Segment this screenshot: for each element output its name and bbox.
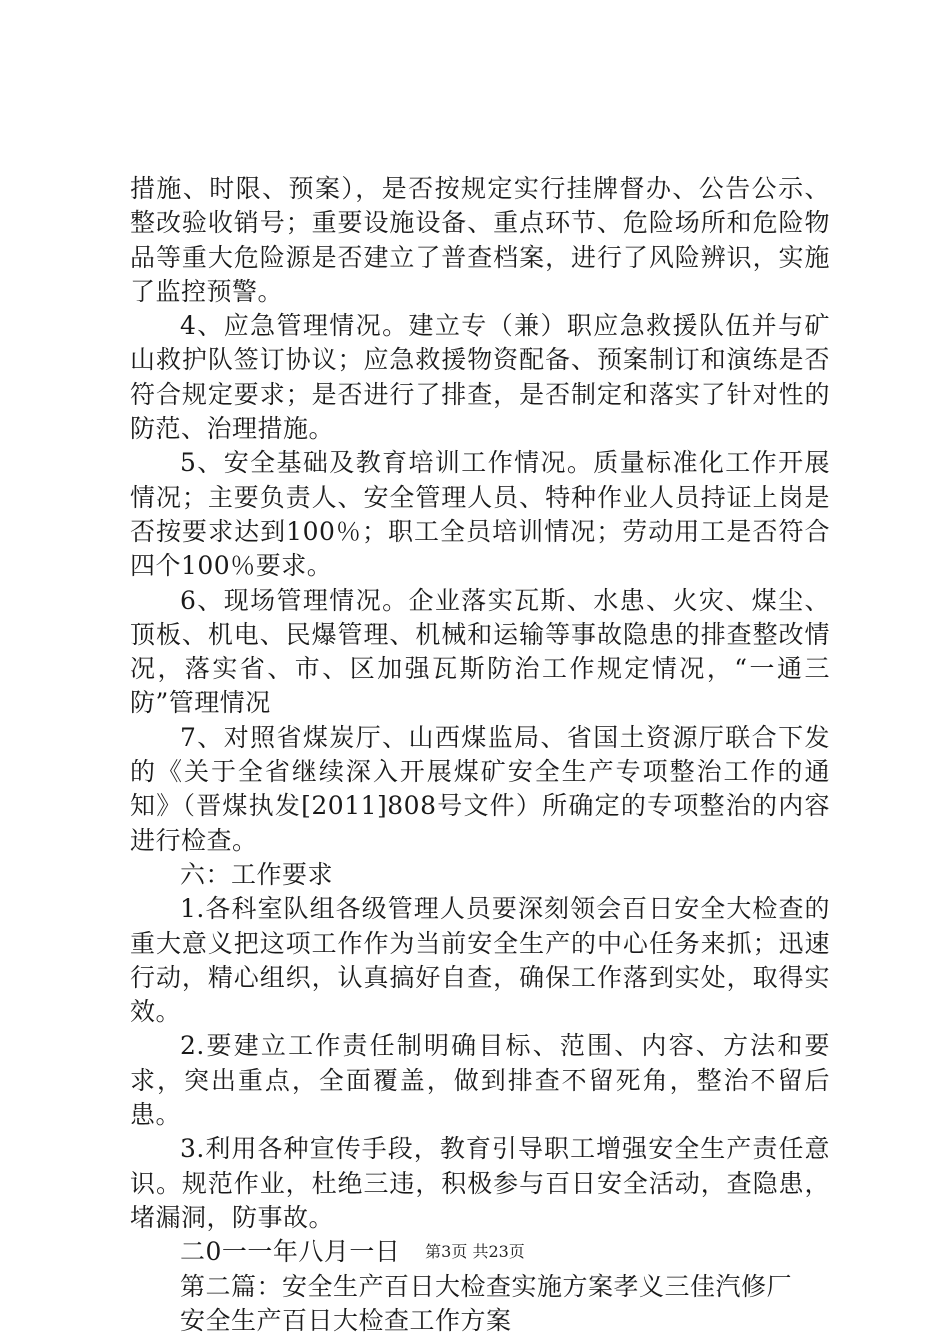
paragraph-1: 措施、时限、预案），是否按规定实行挂牌督办、公告公示、整改验收销号；重要设施设备、重点环节、危险场所和危险物品等重大危险源是否建立了普查档案，进行了风险辨识，实施了监控预警。 [130,174,830,306]
paragraph-2: 4、应急管理情况。建立专（兼）职应急救援队伍并与矿山救护队签订协议；应急救援物资配备、预案制订和演练是否符合规定要求；是否进行了排查，是否制定和落实了针对性的防范、治理措施。 [130,311,830,444]
plan-title: 安全生产百日大检查工作方案 [180,1305,512,1335]
section-heading-work-requirements: 六：工作要求 [180,859,334,889]
chapter-heading: 第二篇：安全生产百日大检查实施方案孝义三佳汽修厂 [180,1271,793,1301]
document-date: 二0一一年八月一日 [180,1237,401,1267]
page-footer: 第3页 共23页 [425,1242,525,1261]
paragraph-7: 1.各科室队组各级管理人员要深刻领会百日安全大检查的重大意义把这项工作作为当前安全生产的中心任务来抓；迅速行动，精心组织，认真搞好自查，确保工作落到实处，取得实效。 [130,894,830,1027]
paragraph-4: 6、现场管理情况。企业落实瓦斯、水患、火灾、煤尘、顶板、机电、民爆管理、机械和运输等事故隐患的排查整改情况，落实省、市、区加强瓦斯防治工作规定情况，“一通三防”管理情况 [130,585,830,718]
paragraph-3: 5、安全基础及教育培训工作情况。质量标准化工作开展情况；主要负责人、安全管理人员、特种作业人员持证上岗是否按要求达到100％；职工全员培训情况；劳动用工是否符合四个100％要求。 [130,448,830,581]
paragraph-5: 7、对照省煤炭厅、山西煤监局、省国土资源厅联合下发的《关于全省继续深入开展煤矿安全生产专项整治工作的通知》（晋煤执发[2011]808号文件）所确定的专项整治的内容进行检查。 [130,722,830,855]
paragraph-9: 3.利用各种宣传手段，教育引导职工增强安全生产责任意识。规范作业，杜绝三违，积极参与百日安全活动，查隐患，堵漏洞，防事故。 [130,1134,830,1232]
paragraph-8: 2.要建立工作责任制明确目标、范围、内容、方法和要求，突出重点，全面覆盖，做到排查不留死角，整治不留后患。 [130,1031,830,1130]
document-body [130,172,830,1338]
